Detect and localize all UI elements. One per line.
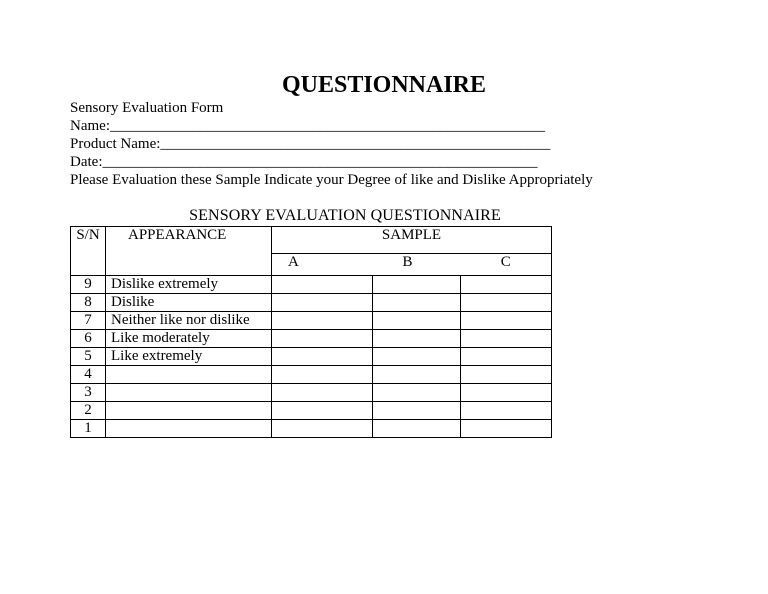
row-sn: 9 (71, 276, 106, 294)
row-label (106, 384, 272, 402)
row-sn: 5 (71, 348, 106, 366)
row-label: Neither like nor dislike (106, 312, 272, 330)
header-sample: SAMPLE (272, 227, 552, 254)
instruction-text: Please Evaluation these Sample Indicate your Degree of like and Dislike Appropriately (70, 172, 593, 188)
row-sn: 8 (71, 294, 106, 312)
table-title: SENSORY EVALUATION QUESTIONNAIRE (189, 207, 501, 224)
cell-sample-c[interactable] (461, 294, 552, 312)
row-sn: 4 (71, 366, 106, 384)
row-label: Like extremely (106, 348, 272, 366)
table-row (71, 348, 552, 366)
cell-sample-c[interactable] (461, 420, 552, 438)
cell-sample-a[interactable] (272, 276, 373, 294)
table-row (71, 312, 552, 330)
cell-sample-b[interactable] (373, 384, 461, 402)
cell-sample-b[interactable] (373, 330, 461, 348)
table-row (71, 330, 552, 348)
row-sn: 2 (71, 402, 106, 420)
row-sn: 6 (71, 330, 106, 348)
cell-sample-c[interactable] (461, 330, 552, 348)
sample-label-b: B (373, 254, 461, 276)
cell-sample-c[interactable] (461, 312, 552, 330)
cell-sample-b[interactable] (373, 402, 461, 420)
row-label (106, 420, 272, 438)
table-row (71, 276, 552, 294)
sample-label-c: C (461, 254, 552, 276)
cell-sample-c[interactable] (461, 276, 552, 294)
product-name-field[interactable]: Product Name:____________________________________________________ (70, 136, 551, 152)
cell-sample-a[interactable] (272, 330, 373, 348)
table-row (71, 420, 552, 438)
cell-sample-b[interactable] (373, 348, 461, 366)
cell-sample-c[interactable] (461, 366, 552, 384)
row-label (106, 366, 272, 384)
date-field[interactable]: Date:__________________________________________________________ (70, 154, 538, 170)
row-sn: 7 (71, 312, 106, 330)
cell-sample-a[interactable] (272, 402, 373, 420)
header-appearance: APPEARANCE (106, 227, 272, 276)
cell-sample-b[interactable] (373, 312, 461, 330)
page-title: QUESTIONNAIRE (281, 72, 487, 98)
table-row (71, 402, 552, 420)
cell-sample-c[interactable] (461, 402, 552, 420)
row-label: Like moderately (106, 330, 272, 348)
cell-sample-c[interactable] (461, 384, 552, 402)
row-sn: 1 (71, 420, 106, 438)
name-field[interactable]: Name:__________________________________________________________ (70, 118, 545, 134)
table-row (71, 384, 552, 402)
cell-sample-a[interactable] (272, 384, 373, 402)
row-label (106, 402, 272, 420)
cell-sample-c[interactable] (461, 348, 552, 366)
row-label: Dislike extremely (106, 276, 272, 294)
sample-label-a: A (272, 254, 373, 276)
cell-sample-a[interactable] (272, 294, 373, 312)
table-row (71, 366, 552, 384)
form-subtitle: Sensory Evaluation Form (70, 100, 224, 116)
evaluation-table (70, 226, 552, 438)
row-sn: 3 (71, 384, 106, 402)
cell-sample-a[interactable] (272, 312, 373, 330)
cell-sample-a[interactable] (272, 366, 373, 384)
cell-sample-a[interactable] (272, 420, 373, 438)
cell-sample-b[interactable] (373, 420, 461, 438)
header-sn: S/N (71, 227, 106, 276)
cell-sample-a[interactable] (272, 348, 373, 366)
row-label: Dislike (106, 294, 272, 312)
table-row (71, 294, 552, 312)
cell-sample-b[interactable] (373, 366, 461, 384)
cell-sample-b[interactable] (373, 294, 461, 312)
cell-sample-b[interactable] (373, 276, 461, 294)
